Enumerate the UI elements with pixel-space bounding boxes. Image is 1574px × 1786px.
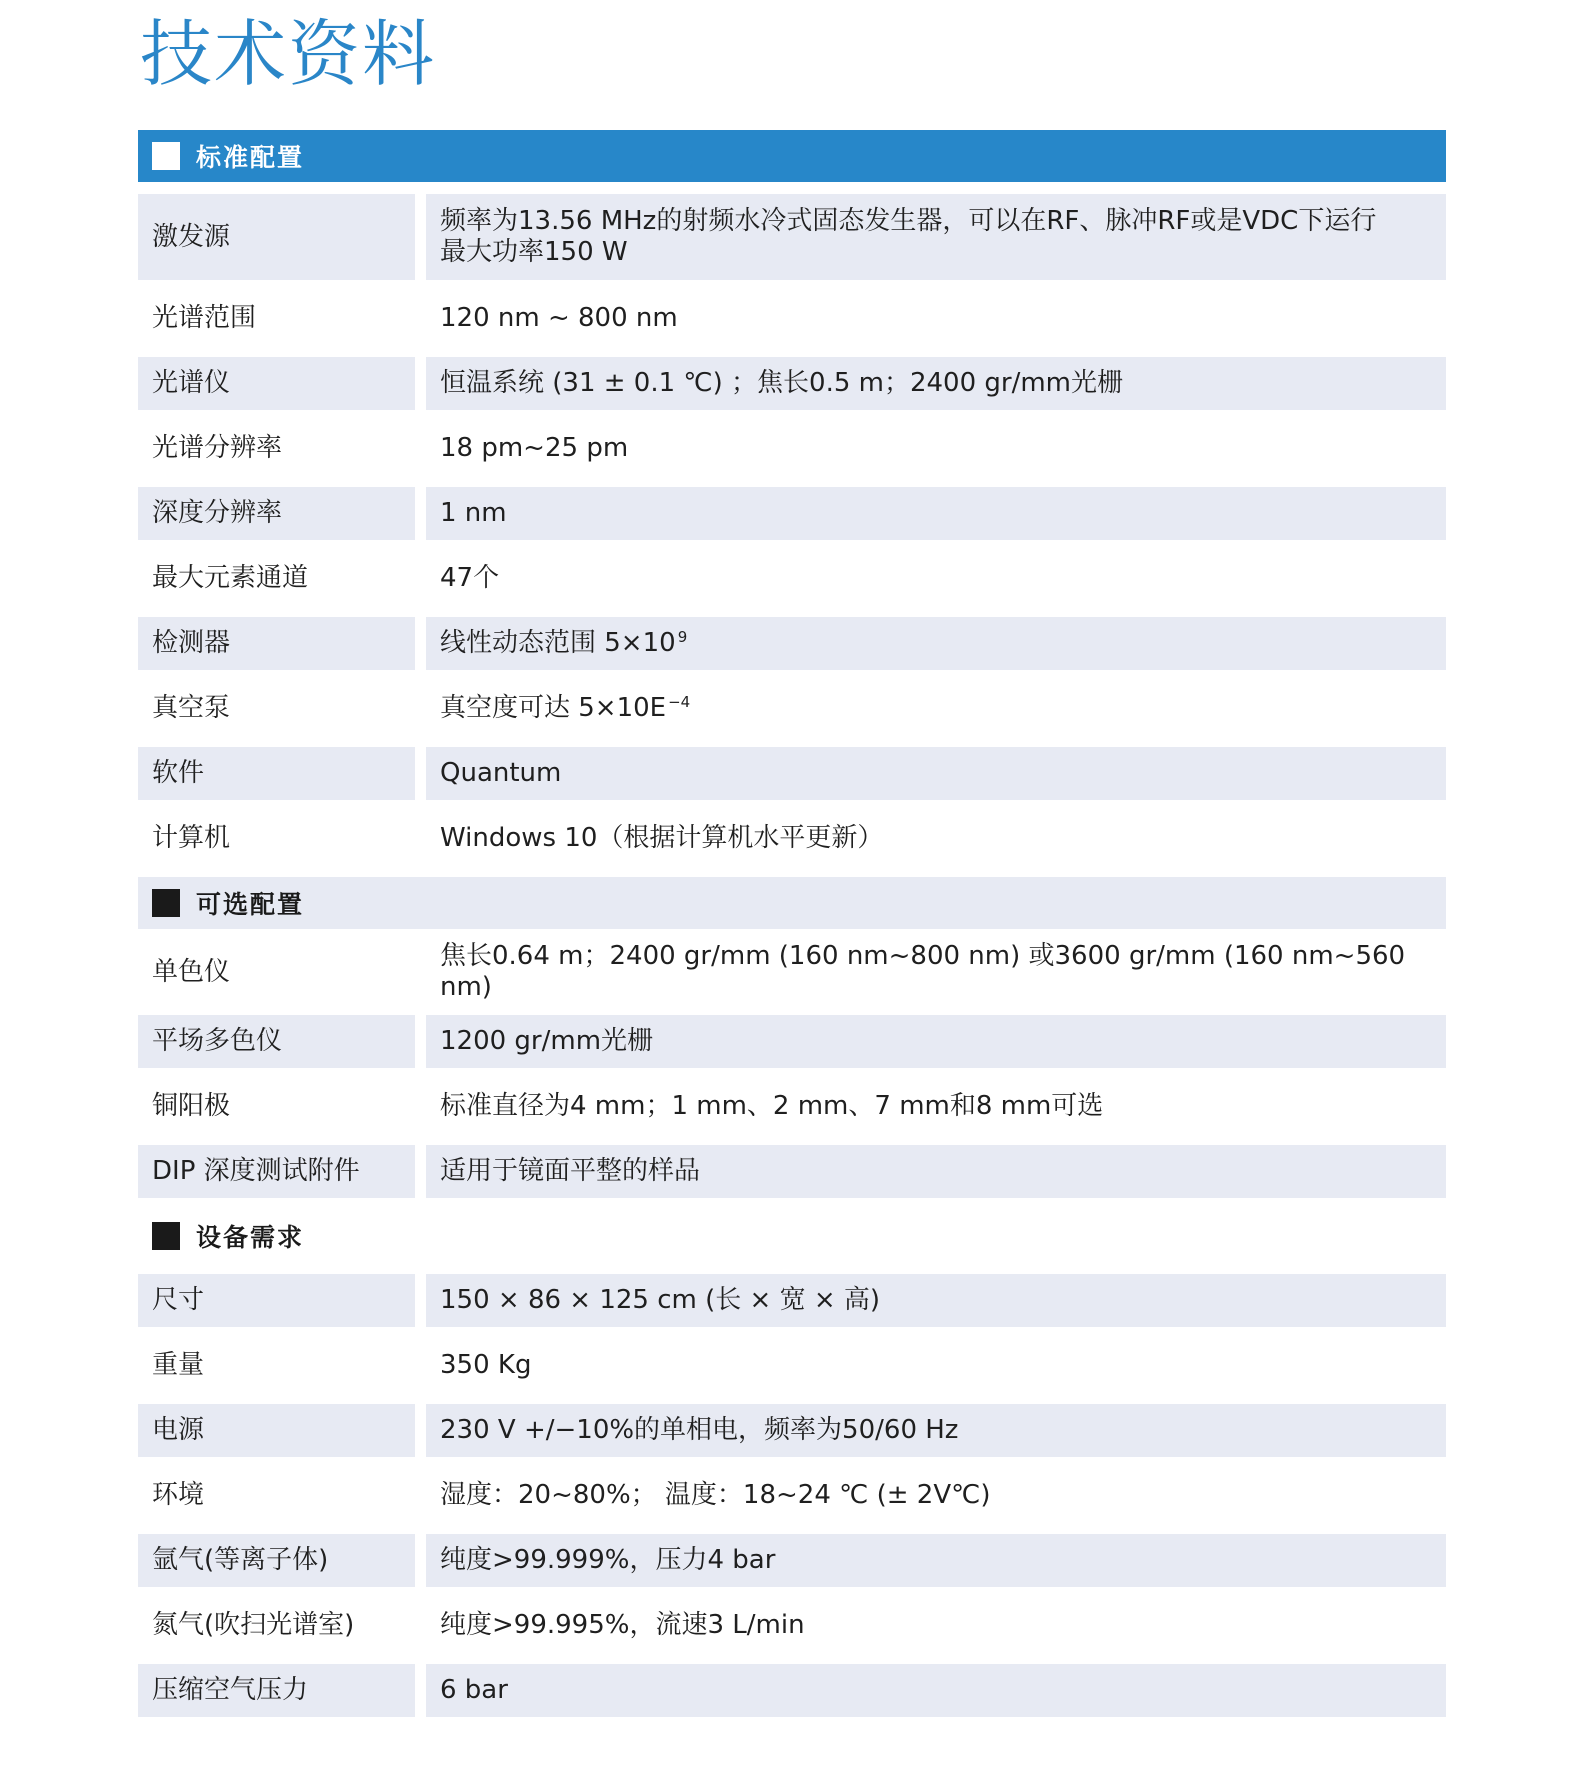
row-label: 铜阳极 (152, 1091, 231, 1121)
row-label: 深度分辨率 (138, 487, 415, 540)
row-label: 重量 (152, 1350, 205, 1380)
row-label: 计算机 (152, 823, 231, 853)
row-value: 纯度>99.999%，压力4 bar (426, 1534, 1446, 1587)
row-value: 6 bar (426, 1664, 1446, 1717)
row-label: 尺寸 (138, 1274, 415, 1327)
table-row (138, 422, 1446, 475)
row-value (426, 617, 1446, 670)
table-row (138, 1015, 1446, 1068)
row-label: 压缩空气压力 (138, 1664, 415, 1717)
row-value (426, 194, 1446, 280)
row-label: 电源 (138, 1404, 415, 1457)
table-row (138, 292, 1446, 345)
row-label: 最大元素通道 (152, 563, 309, 593)
square-bullet-icon (152, 889, 180, 917)
table-row (138, 1404, 1446, 1457)
table-row (138, 1599, 1446, 1652)
row-value-line: 最大功率150 W (440, 237, 628, 267)
table-row (138, 617, 1446, 670)
table-row (138, 1339, 1446, 1392)
table-row (138, 1664, 1446, 1717)
table-row (138, 552, 1446, 605)
row-label: 环境 (152, 1480, 205, 1510)
table-row (138, 1274, 1446, 1327)
row-value: 120 nm ~ 800 nm (440, 303, 678, 333)
superscript: −4 (668, 693, 691, 711)
row-label: 激发源 (138, 194, 415, 280)
row-value: 1200 gr/mm光栅 (426, 1015, 1446, 1068)
section-title: 设备需求 (196, 1223, 305, 1252)
table-row (138, 747, 1446, 800)
section-header-requirements (138, 1210, 1446, 1262)
row-value (426, 682, 1446, 735)
row-label: 光谱分辨率 (152, 433, 283, 463)
row-value: 恒温系统 (31 ± 0.1 ℃) ；焦长0.5 m；2400 gr/mm光栅 (426, 357, 1446, 410)
row-label: 真空泵 (152, 693, 231, 723)
section-header-standard (138, 130, 1446, 182)
table-row (138, 1469, 1446, 1522)
square-bullet-icon (152, 1222, 180, 1250)
table-row (138, 1534, 1446, 1587)
page-title: 技术资料 (140, 12, 437, 96)
row-label: 氩气(等离子体) (138, 1534, 415, 1587)
row-value: 150 × 86 × 125 cm (长 × 宽 × 高) (426, 1274, 1446, 1327)
section-header-optional (138, 877, 1446, 929)
row-label: 平场多色仪 (138, 1015, 415, 1068)
square-bullet-icon (152, 142, 180, 170)
row-label: 氮气(吹扫光谱室) (152, 1610, 355, 1640)
row-value: 湿度：20~80%； 温度：18~24 ℃ (± 2V℃) (440, 1480, 991, 1510)
row-value: Quantum (426, 747, 1446, 800)
row-value: 18 pm~25 pm (440, 433, 629, 463)
section-title: 标准配置 (196, 143, 305, 172)
superscript: 9 (677, 628, 688, 646)
section-title: 可选配置 (196, 890, 305, 919)
row-value: 适用于镜面平整的样品 (426, 1145, 1446, 1198)
row-value: Windows 10（根据计算机水平更新） (440, 823, 884, 853)
table-row (138, 682, 1446, 735)
table-row (138, 487, 1446, 540)
row-value: 47个 (440, 563, 500, 593)
row-value: 350 Kg (440, 1350, 532, 1380)
row-value-line: 频率为13.56 MHz的射频水冷式固态发生器，可以在RF、脉冲RF或是VDC下运行 (440, 206, 1377, 236)
spec-table (138, 130, 1446, 1729)
row-value: 焦长0.64 m；2400 gr/mm (160 nm~800 nm) 或3600 gr/mm (160 nm~560 nm) (440, 941, 1406, 1002)
row-label: DIP 深度测试附件 (138, 1145, 415, 1198)
table-row (138, 941, 1446, 1003)
row-value: 230 V +/−10%的单相电，频率为50/60 Hz (426, 1404, 1446, 1457)
row-label: 检测器 (138, 617, 415, 670)
row-label: 光谱仪 (138, 357, 415, 410)
table-row (138, 1145, 1446, 1198)
row-value: 标准直径为4 mm；1 mm、2 mm、7 mm和8 mm可选 (440, 1091, 1104, 1121)
row-label: 软件 (138, 747, 415, 800)
row-label: 光谱范围 (152, 303, 257, 333)
table-row (138, 812, 1446, 865)
row-value: 纯度>99.995%，流速3 L/min (440, 1610, 805, 1640)
row-value: 1 nm (426, 487, 1446, 540)
table-row (138, 1080, 1446, 1133)
row-label: 单色仪 (152, 956, 231, 987)
table-row (138, 357, 1446, 410)
row-value-text: 线性动态范围 5×10 (440, 628, 676, 658)
table-row (138, 194, 1446, 280)
row-value-text: 真空度可达 5×10E (440, 693, 667, 723)
